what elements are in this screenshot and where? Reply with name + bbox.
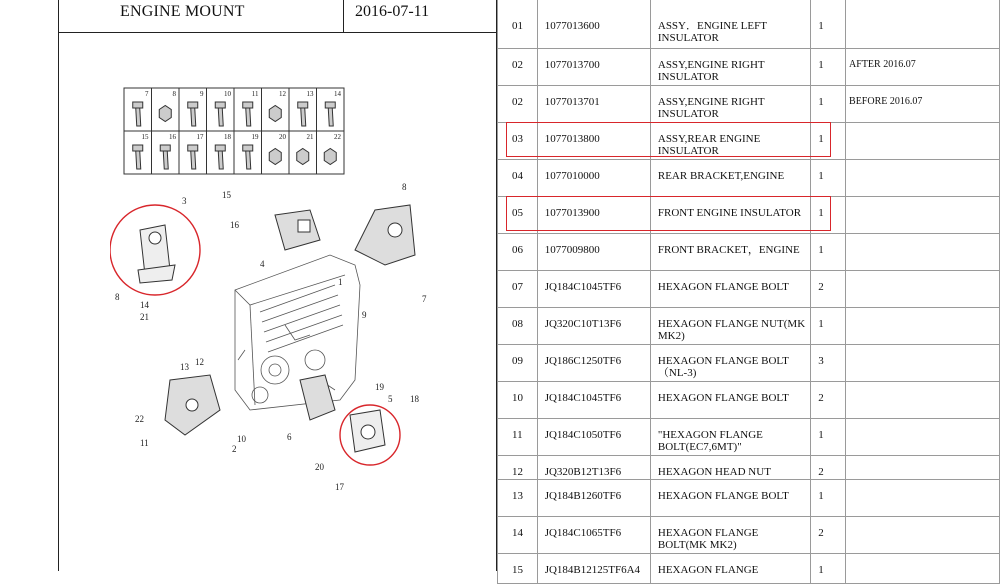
callout-label: 7: [422, 294, 427, 304]
part-number: 1077013800: [537, 122, 650, 159]
quantity: 2: [811, 381, 846, 418]
callout-label: 8: [402, 182, 407, 192]
callout-label: 19: [375, 382, 384, 392]
parts-row: [498, 381, 1000, 418]
remark: [846, 455, 1000, 479]
part-name: HEXAGON FLANGE BOLT: [650, 381, 810, 418]
fastener-ref-label: 15: [141, 133, 149, 141]
front-bracket-drawing: [300, 375, 335, 420]
callout-label: 13: [180, 362, 189, 372]
hex-nut-icon: [324, 149, 336, 165]
row-number: 07: [498, 270, 538, 307]
part-number: 1077010000: [537, 159, 650, 196]
remark: [846, 196, 1000, 233]
fastener-ref-label: 11: [251, 90, 259, 98]
remark: [846, 553, 1000, 583]
part-number: 1077009800: [537, 233, 650, 270]
right-insulator-drawing: [355, 205, 415, 265]
remark: BEFORE 2016.07: [846, 85, 1000, 122]
row-number: 12: [498, 455, 538, 479]
quantity: 1: [811, 479, 846, 516]
fastener-ref-label: 14: [334, 90, 341, 98]
callout-label: 10: [237, 434, 246, 444]
quantity: 1: [811, 159, 846, 196]
callout-label: 21: [140, 312, 149, 322]
row-number: 08: [498, 307, 538, 344]
row-number: 02: [498, 48, 538, 85]
part-name: REAR BRACKET,ENGINE: [650, 159, 810, 196]
quantity: 1: [811, 553, 846, 583]
hex-bolt-icon: [243, 102, 253, 126]
part-name: HEXAGON FLANGE BOLT: [650, 479, 810, 516]
fastener-ref-label: 7: [145, 90, 149, 98]
parts-table: [497, 0, 1000, 576]
callout-label: 20: [315, 462, 324, 472]
hex-nut-icon: [159, 106, 171, 122]
quantity: 2: [811, 455, 846, 479]
remark: [846, 479, 1000, 516]
callout-label: 17: [335, 482, 344, 492]
row-number: 14: [498, 516, 538, 553]
part-number: JQ320C10T13F6: [537, 307, 650, 344]
remark: [846, 233, 1000, 270]
remark: [846, 344, 1000, 381]
hex-nut-icon: [297, 149, 309, 165]
fastener-ref-label: 8: [172, 90, 176, 98]
part-number: JQ184C1065TF6: [537, 516, 650, 553]
quantity: 2: [811, 270, 846, 307]
part-name: HEXAGON FLANGE BOLT: [650, 270, 810, 307]
parts-row: [498, 159, 1000, 196]
fastener-ref-label: 9: [200, 90, 204, 98]
row-number: 11: [498, 418, 538, 455]
callout-label: 11: [140, 438, 149, 448]
row-number: 01: [498, 0, 538, 48]
hex-bolt-icon: [325, 102, 335, 126]
parts-row: [498, 307, 1000, 344]
part-name: HEXAGON FLANGE NUT(MK MK2): [650, 307, 810, 344]
callout-label: 2: [232, 444, 237, 454]
part-name: "HEXAGON FLANGE BOLT(EC7,6MT)": [650, 418, 810, 455]
part-number: JQ184C1050TF6: [537, 418, 650, 455]
quantity: 1: [811, 122, 846, 159]
hex-bolt-icon: [243, 145, 253, 169]
part-number: JQ184B1260TF6: [537, 479, 650, 516]
fastener-ref-label: 12: [279, 90, 286, 98]
fastener-ref-label: 22: [334, 133, 341, 141]
parts-row: [498, 48, 1000, 85]
page-title: ENGINE MOUNT: [120, 3, 245, 20]
header-divider: [59, 32, 497, 33]
part-name: FRONT BRACKET，ENGINE: [650, 233, 810, 270]
part-name: HEXAGON FLANGE: [650, 553, 810, 583]
remark: [846, 418, 1000, 455]
parts-row: [498, 233, 1000, 270]
parts-row: [498, 516, 1000, 553]
part-name: ASSY,ENGINE RIGHT INSULATOR: [650, 85, 810, 122]
part-name: HEXAGON FLANGE BOLT(MK MK2): [650, 516, 810, 553]
callout-label: 12: [195, 357, 204, 367]
quantity: 1: [811, 233, 846, 270]
fastener-grid: [124, 88, 344, 174]
part-number: 1077013701: [537, 85, 650, 122]
part-number: JQ184C1045TF6: [537, 381, 650, 418]
part-name: HEXAGON HEAD NUT: [650, 455, 810, 479]
row-number: 05: [498, 196, 538, 233]
fastener-ref-label: 16: [169, 133, 176, 141]
part-number: JQ184B12125TF6A4: [537, 553, 650, 583]
quantity: 1: [811, 307, 846, 344]
hex-bolt-icon: [188, 102, 198, 126]
callout-label: 5: [388, 394, 393, 404]
hex-bolt-icon: [160, 145, 170, 169]
callout-label: 6: [287, 432, 292, 442]
left-insulator-drawing: [138, 225, 175, 283]
parts-table-body: [498, 0, 1000, 583]
hex-bolt-icon: [133, 145, 143, 169]
hex-bolt-icon: [215, 102, 225, 126]
fastener-ref-label: 10: [224, 90, 231, 98]
rear-bracket-drawing: [275, 210, 320, 250]
parts-row: [498, 344, 1000, 381]
remark: [846, 122, 1000, 159]
quantity: 1: [811, 418, 846, 455]
fastener-ref-label: 19: [251, 133, 259, 141]
quantity: 1: [811, 196, 846, 233]
row-number: 10: [498, 381, 538, 418]
fastener-ref-label: 21: [306, 133, 314, 141]
fastener-ref-label: 13: [306, 90, 314, 98]
part-number: JQ186C1250TF6: [537, 344, 650, 381]
quantity: 1: [811, 48, 846, 85]
hex-bolt-icon: [215, 145, 225, 169]
parts-row: [498, 270, 1000, 307]
page-date: 2016-07-11: [355, 3, 430, 20]
callout-label: 16: [230, 220, 239, 230]
part-number: 1077013900: [537, 196, 650, 233]
remark: [846, 270, 1000, 307]
fastener-ref-label: 18: [224, 133, 231, 141]
quantity: 2: [811, 516, 846, 553]
header-separator: [343, 0, 344, 32]
quantity: 1: [811, 85, 846, 122]
row-number: 02: [498, 85, 538, 122]
callout-label: 18: [410, 394, 419, 404]
row-number: 06: [498, 233, 538, 270]
hex-bolt-icon: [188, 145, 198, 169]
callout-label: 3: [182, 196, 187, 206]
row-number: 03: [498, 122, 538, 159]
parts-row: [498, 553, 1000, 583]
fastener-ref-label: 20: [279, 133, 286, 141]
quantity: 3: [811, 344, 846, 381]
parts-row: [498, 85, 1000, 122]
part-number: 1077013700: [537, 48, 650, 85]
highlight-row-05: [506, 196, 831, 231]
part-number: JQ320B12T13F6: [537, 455, 650, 479]
parts-row: [498, 455, 1000, 479]
row-number: 09: [498, 344, 538, 381]
row-number: 04: [498, 159, 538, 196]
callout-label: 14: [140, 300, 149, 310]
part-name: ASSY,ENGINE RIGHT INSULATOR: [650, 48, 810, 85]
diagram-panel: [0, 0, 497, 571]
highlight-row-03: [506, 122, 831, 157]
remark: [846, 307, 1000, 344]
callout-label: 8: [115, 292, 120, 302]
remark: [846, 159, 1000, 196]
remark: AFTER 2016.07: [846, 48, 1000, 85]
fastener-ref-label: 17: [196, 133, 204, 141]
hex-bolt-icon: [298, 102, 308, 126]
front-insulator-drawing: [350, 410, 385, 452]
callout-label: 9: [362, 310, 367, 320]
part-name: ASSY．ENGINE LEFT INSULATOR: [650, 0, 810, 48]
row-number: 13: [498, 479, 538, 516]
part-name: FRONT ENGINE INSULATOR: [650, 196, 810, 233]
part-number: 1077013600: [537, 0, 650, 48]
row-number: 15: [498, 553, 538, 583]
remark: [846, 516, 1000, 553]
parts-row: [498, 479, 1000, 516]
callout-label: 22: [135, 414, 144, 424]
callout-label: 15: [222, 190, 231, 200]
parts-row: [498, 418, 1000, 455]
remark: [846, 0, 1000, 48]
rear-insulator-drawing: [165, 375, 220, 435]
part-name: ASSY,REAR ENGINE INSULATOR: [650, 122, 810, 159]
callout-label: 1: [338, 277, 343, 287]
remark: [846, 381, 1000, 418]
quantity: 1: [811, 0, 846, 48]
part-number: JQ184C1045TF6: [537, 270, 650, 307]
hex-nut-icon: [269, 106, 281, 122]
exploded-diagram: [110, 80, 440, 500]
hex-nut-icon: [269, 149, 281, 165]
parts-row: [498, 0, 1000, 48]
hex-bolt-icon: [133, 102, 143, 126]
part-name: HEXAGON FLANGE BOLT（NL-3): [650, 344, 810, 381]
margin-line: [58, 0, 59, 571]
callout-label: 4: [260, 259, 265, 269]
